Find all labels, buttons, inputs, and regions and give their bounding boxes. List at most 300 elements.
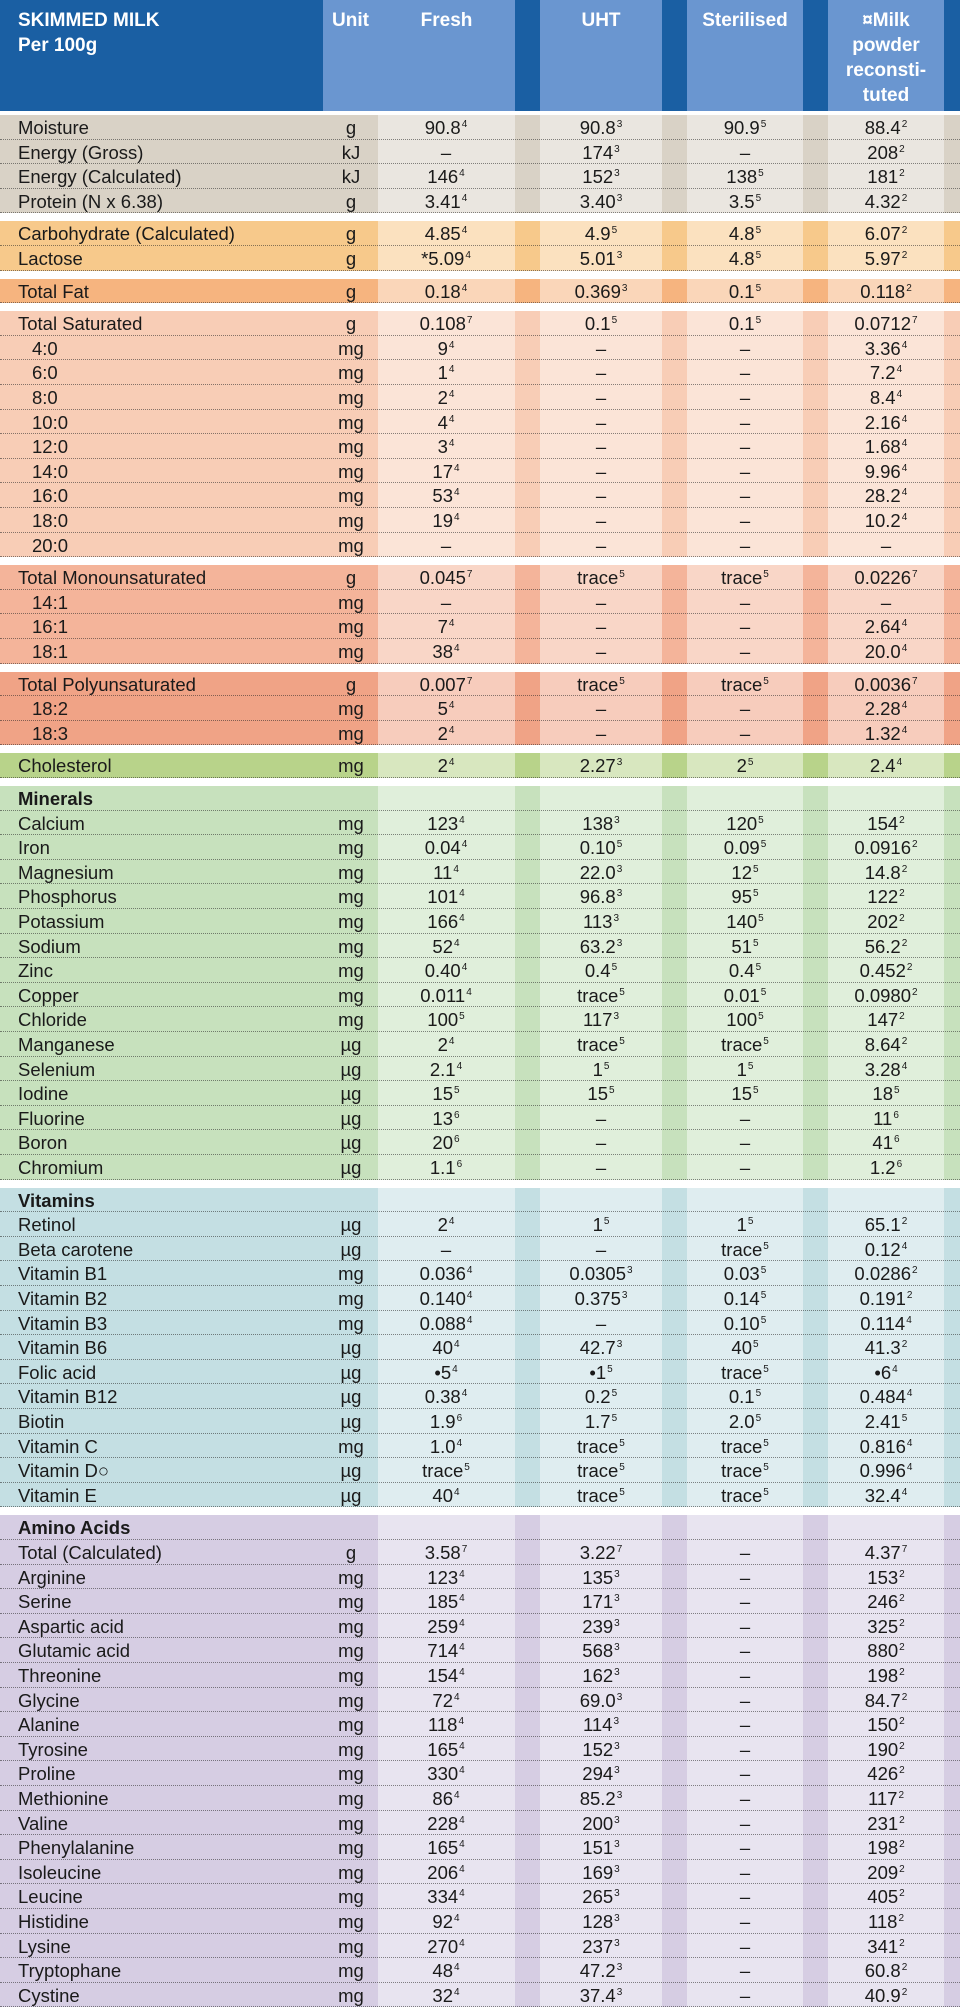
row-label: Glutamic acid xyxy=(18,1640,131,1662)
value-text: 47.2 xyxy=(579,1960,616,1982)
row-unit: mg xyxy=(338,616,364,638)
col-header-fresh: Fresh xyxy=(420,10,473,31)
value-reference: 7 xyxy=(616,1544,623,1555)
table-row xyxy=(0,1458,960,1483)
value-sterilised xyxy=(728,280,762,302)
table-row xyxy=(0,672,960,697)
value-text: 140 xyxy=(726,911,758,932)
value-fresh xyxy=(427,913,464,932)
value-fresh xyxy=(438,1216,455,1235)
row-label: 10:0 xyxy=(32,411,69,433)
row-label: Iron xyxy=(18,837,50,859)
value-fresh xyxy=(429,1058,463,1080)
value-fresh xyxy=(425,225,468,244)
value-text: 1.2 xyxy=(869,1157,896,1178)
value-text: 88.4 xyxy=(864,117,901,138)
value-fresh xyxy=(427,1888,464,1907)
value-text: 259 xyxy=(427,1615,459,1637)
row-label: Biotin xyxy=(18,1411,65,1432)
table-row xyxy=(0,483,960,508)
value-reference: 5 xyxy=(760,1314,767,1326)
row-label: 16:1 xyxy=(32,616,69,638)
value-reference: 4 xyxy=(459,1863,465,1875)
value-text: – xyxy=(739,722,751,744)
value-reference: 4 xyxy=(901,512,908,523)
value-sterilised xyxy=(721,673,769,695)
value-sterilised xyxy=(726,913,763,932)
value-sterilised xyxy=(740,512,750,531)
value-uht xyxy=(592,1058,610,1080)
value-uht xyxy=(574,280,628,302)
row-label: Phenylalanine xyxy=(18,1837,135,1859)
value-text: trace xyxy=(577,1435,619,1457)
row-unit: mg xyxy=(338,1960,364,1982)
table-row xyxy=(0,958,960,983)
value-reference: 5 xyxy=(760,1265,767,1277)
value-reference: 4 xyxy=(896,757,903,769)
value-uht xyxy=(582,1593,619,1612)
value-text: 4.8 xyxy=(728,248,755,269)
value-reference: 3 xyxy=(614,1839,620,1851)
row-unit: mg xyxy=(338,1263,364,1285)
value-text: 426 xyxy=(867,1763,899,1785)
value-reference: 4 xyxy=(448,364,455,376)
value-text: 165 xyxy=(427,1837,459,1859)
value-uht xyxy=(577,1462,625,1481)
value-reference: 2 xyxy=(901,192,908,204)
value-text: 239 xyxy=(582,1615,614,1637)
table-row xyxy=(0,1614,960,1639)
value-fresh xyxy=(432,1085,459,1104)
row-label: Threonine xyxy=(18,1665,102,1686)
value-reference: 2 xyxy=(898,1913,905,1924)
value-text: 135 xyxy=(582,1566,614,1588)
value-powder xyxy=(867,1615,905,1637)
value-fresh xyxy=(437,722,455,744)
section-divider xyxy=(0,2007,960,2015)
value-reference: 6 xyxy=(456,1159,463,1170)
value-fresh xyxy=(438,438,455,457)
value-reference: 3 xyxy=(614,1667,620,1678)
value-powder xyxy=(864,337,908,359)
value-text: – xyxy=(739,1738,751,1760)
value-sterilised xyxy=(721,569,769,588)
value-powder xyxy=(865,1339,908,1358)
value-reference: 4 xyxy=(461,962,468,974)
row-unit: mg xyxy=(338,1837,364,1859)
value-reference: 4 xyxy=(461,119,468,130)
value-text: 152 xyxy=(582,1738,614,1760)
value-reference: 5 xyxy=(603,1216,610,1228)
value-uht xyxy=(579,190,623,212)
section-heading-row xyxy=(0,1515,960,1540)
row-unit: µg xyxy=(340,1214,362,1236)
row-unit: µg xyxy=(340,1058,362,1080)
value-reference: 4 xyxy=(459,1839,465,1851)
value-text: 138 xyxy=(582,812,614,834)
value-text: 4.32 xyxy=(864,190,901,212)
value-reference: 4 xyxy=(896,389,903,400)
row-unit: mg xyxy=(338,387,364,408)
value-text: 100 xyxy=(427,1009,459,1031)
value-text: 123 xyxy=(427,812,459,834)
value-text: 0.996 xyxy=(859,1460,906,1482)
value-sterilised xyxy=(724,119,767,138)
value-reference: 2 xyxy=(899,1716,905,1728)
value-reference: 7 xyxy=(912,569,918,581)
value-reference: 4 xyxy=(448,1036,455,1047)
value-powder xyxy=(870,364,902,383)
value-text: – xyxy=(739,1640,751,1662)
value-fresh xyxy=(420,315,473,334)
value-reference: 4 xyxy=(461,1388,468,1400)
value-reference: 5 xyxy=(619,1486,625,1498)
value-uht xyxy=(582,1888,619,1907)
value-uht xyxy=(577,1484,625,1506)
value-reference: 4 xyxy=(906,1462,913,1474)
value-text: – xyxy=(739,534,751,556)
value-sterilised xyxy=(731,861,759,883)
row-label: Iodine xyxy=(18,1083,69,1105)
value-sterilised xyxy=(729,225,761,244)
value-fresh xyxy=(432,1984,460,2006)
value-reference: 4 xyxy=(901,462,908,474)
value-text: 0.12 xyxy=(864,1238,901,1260)
row-unit: g xyxy=(345,1542,357,1563)
table-row xyxy=(0,434,960,459)
value-fresh xyxy=(420,569,473,588)
value-text: – xyxy=(739,641,751,662)
value-powder xyxy=(867,1935,905,1957)
value-text: – xyxy=(595,387,607,408)
value-powder xyxy=(865,250,908,269)
row-unit: mg xyxy=(338,1615,364,1637)
value-reference: 4 xyxy=(456,1060,463,1072)
table-row xyxy=(0,1540,960,1565)
value-text: 0.191 xyxy=(859,1288,906,1309)
value-fresh xyxy=(425,119,468,138)
value-text: 0.03 xyxy=(723,1263,760,1285)
value-reference: 2 xyxy=(899,1863,905,1875)
row-label: Vitamin C xyxy=(18,1435,98,1457)
section-heading-row xyxy=(0,1188,960,1213)
value-reference: 5 xyxy=(758,913,764,924)
row-label: Valine xyxy=(18,1812,69,1834)
table-row xyxy=(0,1483,960,1508)
value-reference: 5 xyxy=(763,1486,769,1498)
value-fresh xyxy=(425,1388,468,1407)
value-reference: 5 xyxy=(454,1085,460,1097)
value-text: 120 xyxy=(726,812,758,834)
row-unit: µg xyxy=(340,1386,362,1408)
value-reference: 5 xyxy=(464,1462,470,1474)
row-label: Vitamin B2 xyxy=(18,1288,108,1309)
table-row xyxy=(0,1761,960,1786)
value-text: 12 xyxy=(731,861,753,883)
value-sterilised xyxy=(740,1888,750,1907)
value-text: 334 xyxy=(427,1886,459,1908)
value-fresh xyxy=(432,643,459,662)
value-reference: 4 xyxy=(454,1691,460,1703)
value-sterilised xyxy=(739,411,751,433)
value-text: – xyxy=(440,141,452,163)
value-text: 65.1 xyxy=(864,1214,901,1236)
table-row xyxy=(0,1811,960,1836)
value-uht xyxy=(596,364,606,383)
value-sterilised xyxy=(724,1290,767,1309)
value-reference: 4 xyxy=(459,1765,465,1777)
value-fresh xyxy=(438,757,455,776)
value-powder xyxy=(867,812,905,834)
value-text: 0.1 xyxy=(584,313,611,335)
value-reference: 5 xyxy=(755,250,762,261)
value-reference: 4 xyxy=(466,1314,473,1326)
value-sterilised xyxy=(731,888,758,907)
value-text: 2.4 xyxy=(869,755,896,777)
value-text: 0.0036 xyxy=(854,673,912,695)
value-reference: 4 xyxy=(454,643,460,654)
value-sterilised xyxy=(737,1216,754,1235)
row-unit: mg xyxy=(338,1591,364,1613)
value-uht xyxy=(569,1265,632,1284)
value-text: – xyxy=(739,1788,751,1809)
value-fresh xyxy=(427,1738,465,1760)
section-divider xyxy=(0,778,960,786)
value-reference: 4 xyxy=(901,413,908,425)
value-reference: 4 xyxy=(901,1240,908,1252)
value-uht xyxy=(583,1011,619,1030)
value-text: – xyxy=(440,1238,452,1260)
value-sterilised xyxy=(726,1011,763,1030)
row-label: Cystine xyxy=(18,1984,80,2006)
row-label: Total Fat xyxy=(18,280,89,302)
value-reference: 4 xyxy=(459,168,465,180)
value-text: 41.3 xyxy=(864,1337,901,1359)
value-text: – xyxy=(739,460,751,482)
value-uht xyxy=(585,1388,617,1407)
value-fresh xyxy=(432,1484,460,1506)
value-powder xyxy=(865,1962,908,1981)
value-text: 117 xyxy=(582,1009,613,1031)
row-label: 18:1 xyxy=(32,641,69,662)
row-label: Tryptophane xyxy=(18,1960,122,1982)
value-uht xyxy=(595,722,607,744)
value-text: trace xyxy=(577,984,619,1006)
value-reference: 3 xyxy=(616,863,623,875)
value-reference: 4 xyxy=(459,1740,465,1752)
value-text: 0.09 xyxy=(723,837,760,859)
row-unit: mg xyxy=(338,1435,364,1457)
value-sterilised xyxy=(729,315,761,334)
value-text: 0.38 xyxy=(424,1386,461,1408)
row-unit: mg xyxy=(338,337,364,359)
value-sterilised xyxy=(723,1312,767,1334)
value-uht xyxy=(596,438,606,457)
value-reference: 5 xyxy=(758,814,764,826)
row-unit: g xyxy=(345,313,357,335)
value-reference: 4 xyxy=(448,438,455,450)
value-powder xyxy=(865,119,908,138)
value-text: – xyxy=(595,362,607,384)
table-row xyxy=(0,1286,960,1311)
value-powder xyxy=(870,757,902,776)
value-text: 51 xyxy=(731,935,753,957)
value-powder xyxy=(880,534,892,556)
value-reference: 5 xyxy=(755,962,762,974)
row-label: Leucine xyxy=(18,1886,83,1908)
value-text: 90.8 xyxy=(424,117,461,138)
table-row xyxy=(0,860,960,885)
value-sterilised xyxy=(739,337,751,359)
value-text: 118 xyxy=(867,1911,898,1932)
row-label: Methionine xyxy=(18,1788,109,1809)
table-row xyxy=(0,1311,960,1336)
value-text: 3 xyxy=(437,436,448,458)
value-reference: 5 xyxy=(747,1060,754,1072)
row-label: Lysine xyxy=(18,1935,71,1957)
row-unit: mg xyxy=(338,641,364,662)
value-text: trace xyxy=(721,1484,763,1506)
value-text: 13 xyxy=(432,1107,454,1129)
value-fresh xyxy=(424,280,468,302)
value-text: 40 xyxy=(432,1484,454,1506)
value-text: 1.0 xyxy=(429,1435,456,1457)
value-reference: 5 xyxy=(763,1240,769,1252)
value-reference: 4 xyxy=(454,1790,460,1801)
table-row xyxy=(0,1688,960,1713)
value-reference: 5 xyxy=(755,315,762,327)
value-sterilised xyxy=(739,591,751,613)
row-unit: mg xyxy=(338,722,364,744)
row-unit: mg xyxy=(338,911,364,932)
value-sterilised xyxy=(740,364,750,383)
row-separator xyxy=(0,302,960,303)
value-text: – xyxy=(595,1107,607,1129)
value-text: 4.8 xyxy=(728,223,755,245)
value-text: – xyxy=(739,1911,751,1932)
value-uht xyxy=(577,984,625,1006)
row-label: Energy (Gross) xyxy=(18,141,144,163)
value-text: – xyxy=(595,722,607,744)
value-sterilised xyxy=(729,962,761,981)
value-fresh xyxy=(419,1312,473,1334)
table-row xyxy=(0,1786,960,1811)
value-uht xyxy=(587,1085,614,1104)
value-text: 72 xyxy=(432,1689,454,1711)
value-reference: 5 xyxy=(760,839,767,851)
value-text: 85.2 xyxy=(579,1788,616,1809)
value-reference: 2 xyxy=(901,1691,908,1703)
value-text: 38 xyxy=(432,641,454,662)
value-reference: 2 xyxy=(899,1937,905,1949)
value-fresh xyxy=(427,168,464,187)
value-uht xyxy=(595,1107,607,1129)
value-text: trace xyxy=(721,1238,763,1260)
value-sterilised xyxy=(726,812,764,834)
value-fresh xyxy=(427,1011,464,1030)
table-row xyxy=(0,533,960,558)
value-text: 114 xyxy=(582,1714,613,1736)
value-reference: 4 xyxy=(448,389,455,400)
value-fresh xyxy=(438,364,455,383)
value-reference: 2 xyxy=(899,1667,905,1678)
value-text: 117 xyxy=(867,1788,898,1809)
value-text: 101 xyxy=(427,886,459,908)
value-text: 0.4 xyxy=(728,960,755,982)
value-text: 330 xyxy=(427,1763,459,1785)
value-uht xyxy=(596,700,606,719)
value-text: trace xyxy=(422,1460,464,1482)
value-powder xyxy=(880,591,892,613)
value-sterilised xyxy=(739,1738,751,1760)
value-uht xyxy=(580,1339,623,1358)
value-powder xyxy=(860,962,913,981)
value-text: 2 xyxy=(437,722,448,744)
value-fresh xyxy=(432,1134,459,1153)
value-text: 198 xyxy=(867,1665,899,1686)
value-text: 28.2 xyxy=(864,485,901,507)
value-reference: 3 xyxy=(621,282,628,294)
value-text: 3.5 xyxy=(728,190,755,212)
value-powder xyxy=(864,411,908,433)
value-fresh xyxy=(420,1290,473,1309)
value-reference: 5 xyxy=(619,1462,625,1474)
value-reference: 4 xyxy=(461,225,468,237)
value-reference: 4 xyxy=(461,192,468,204)
table-row xyxy=(0,311,960,336)
value-powder xyxy=(864,1058,908,1080)
value-reference: 5 xyxy=(753,937,759,949)
table-row xyxy=(0,385,960,410)
table-header xyxy=(0,0,960,111)
value-text: – xyxy=(739,436,751,458)
value-powder xyxy=(864,1984,908,2006)
value-reference: 6 xyxy=(894,1134,900,1146)
section-divider xyxy=(0,745,960,753)
value-reference: 2 xyxy=(901,1962,908,1974)
section-divider xyxy=(0,271,960,279)
value-reference: 5 xyxy=(758,1011,764,1023)
value-fresh xyxy=(438,1036,455,1055)
value-powder xyxy=(854,569,917,588)
row-unit: g xyxy=(345,223,357,245)
value-text: 237 xyxy=(582,1935,614,1957)
row-label: 14:1 xyxy=(32,591,69,613)
value-text: – xyxy=(595,1312,607,1334)
value-text: 100 xyxy=(726,1009,758,1031)
value-reference: 5 xyxy=(755,1388,762,1400)
value-uht xyxy=(583,1716,619,1735)
value-text: – xyxy=(595,510,607,531)
value-text: 3.36 xyxy=(864,337,901,359)
table-row xyxy=(0,1155,960,1180)
value-text: 169 xyxy=(582,1861,614,1883)
value-sterilised xyxy=(740,438,750,457)
table-row xyxy=(0,336,960,361)
value-text: – xyxy=(440,534,452,556)
value-text: 19 xyxy=(432,510,454,531)
value-fresh xyxy=(427,888,464,907)
value-text: – xyxy=(595,534,607,556)
value-powder xyxy=(865,225,908,244)
row-unit: mg xyxy=(338,1640,364,1662)
value-text: – xyxy=(739,1960,751,1982)
row-label: Phosphorus xyxy=(18,886,117,908)
value-reference: 4 xyxy=(454,1339,460,1351)
value-reference: 4 xyxy=(901,438,908,450)
value-uht xyxy=(595,534,607,556)
row-unit: µg xyxy=(340,1337,362,1359)
